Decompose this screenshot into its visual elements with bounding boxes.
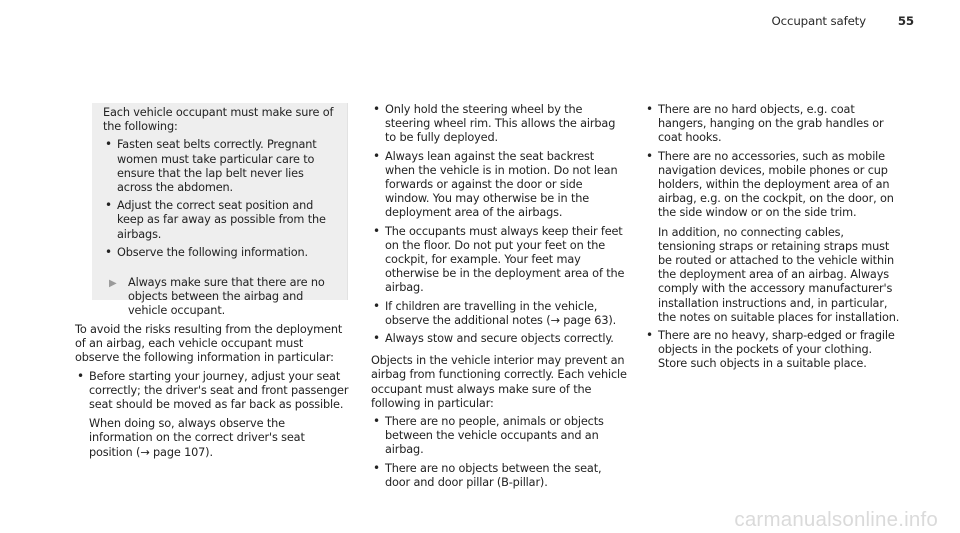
bullet-icon: • bbox=[373, 223, 380, 238]
bullet-icon: • bbox=[373, 102, 380, 116]
list-item: • Adjust the correct seat position and keep as far away as possible from the airbags. bbox=[105, 198, 326, 241]
info-box-list bbox=[103, 138, 341, 260]
arrow-right-icon: → bbox=[550, 313, 560, 327]
paragraph: Objects in the vehicle interior may prevent an airbag from functioning correctly. Each vehicle occupant must always make sure of the following in particular: bbox=[371, 354, 627, 410]
list-item: • If children are travelling in the vehicle, observe the additional notes (→ page 63). bbox=[373, 298, 617, 327]
bullet-icon: • bbox=[105, 137, 112, 152]
list-item: • There are no people, animals or objects between the vehicle occupants and an airbag. bbox=[373, 414, 604, 457]
list-item: • There are no accessories, such as mobile navigation devices, mobile phones or cup holders, within the deployment area of an airbag, e.g. on the cockpit, on the door, on the side window or on the side trim. In addition, no connecting cables, tensioning straps or retaining straps must be routed or attached to the vehicle within the deployment area of an airbag. Always comply with the accessory manufacturer's installation instructions and, in particular, the notes on suitable places for installation. bbox=[646, 148, 900, 324]
info-note bbox=[103, 276, 341, 319]
list-item: • There are no objects between the seat, door and door pillar (B-pillar). bbox=[373, 460, 602, 489]
bullet-icon: • bbox=[105, 198, 112, 213]
bullet-icon: • bbox=[373, 298, 380, 313]
page-link[interactable]: page 107). bbox=[149, 445, 213, 459]
list-item: • Before starting your journey, adjust your seat correctly; the driver's seat and front passenger seat should be moved as far back as possible. When doing so, always observe the information on the correct driver's seat position (→ page 107). bbox=[77, 368, 349, 459]
list-item: • Only hold the steering wheel by the steering wheel rim. This allows the airbag to be fully deployed. bbox=[373, 102, 616, 145]
bullet-icon: • bbox=[373, 148, 380, 163]
play-triangle-icon: ▶ bbox=[109, 278, 117, 290]
list-item: • Observe the following information. bbox=[105, 244, 308, 259]
watermark: carmanualsonline.info bbox=[734, 507, 938, 531]
list-item: • Always stow and secure objects correctly. bbox=[373, 331, 614, 346]
column-3 bbox=[644, 103, 900, 372]
bullet-icon: • bbox=[646, 148, 653, 163]
bullet-icon: • bbox=[77, 368, 84, 383]
list-item: • There are no heavy, sharp-edged or fragile objects in the pockets of your clothing. Store such objects in a suitable place. bbox=[646, 328, 895, 371]
info-note-text: Always make sure that there are no objects between the airbag and vehicle occupant. bbox=[128, 276, 325, 318]
column-2 bbox=[371, 103, 627, 490]
list-item: • The occupants must always keep their feet on the floor. Do not put your feet on the cockpit, for example. Your feet may otherwise be in the deployment area of the airbag. bbox=[373, 223, 625, 295]
paragraph: To avoid the risks resulting from the deployment of an airbag, each vehicle occupant must observe the following information in particular: bbox=[75, 323, 343, 365]
info-box bbox=[92, 103, 348, 318]
list-item: • There are no hard objects, e.g. coat hangers, hanging on the grab handles or coat hooks. bbox=[646, 102, 884, 145]
bullet-icon: • bbox=[646, 328, 653, 343]
arrow-right-icon: → bbox=[140, 445, 150, 459]
page-link[interactable]: page 63). bbox=[559, 313, 617, 327]
page-number: 55 bbox=[897, 14, 914, 28]
bullet-icon: • bbox=[646, 102, 653, 116]
column-1 bbox=[75, 323, 350, 460]
section-title: Occupant safety bbox=[771, 14, 866, 28]
info-box-intro: Each vehicle occupant must make sure of the following: bbox=[103, 106, 334, 134]
bullet-icon: • bbox=[373, 414, 380, 429]
bullet-icon: • bbox=[105, 244, 112, 259]
bullet-icon: • bbox=[373, 331, 380, 346]
list-item: • Always lean against the seat backrest when the vehicle is in motion. Do not lean forwards or against the door or side window. You may otherwise be in the deployment area of the airbags. bbox=[373, 148, 618, 220]
page-reference: When doing so, always observe the information on the correct driver's seat position (→ page 107). bbox=[89, 417, 305, 459]
bullet-icon: • bbox=[373, 460, 380, 475]
list-item: • Fasten seat belts correctly. Pregnant women must take particular care to ensure that the lap belt never lies across the abdomen. bbox=[105, 137, 317, 195]
